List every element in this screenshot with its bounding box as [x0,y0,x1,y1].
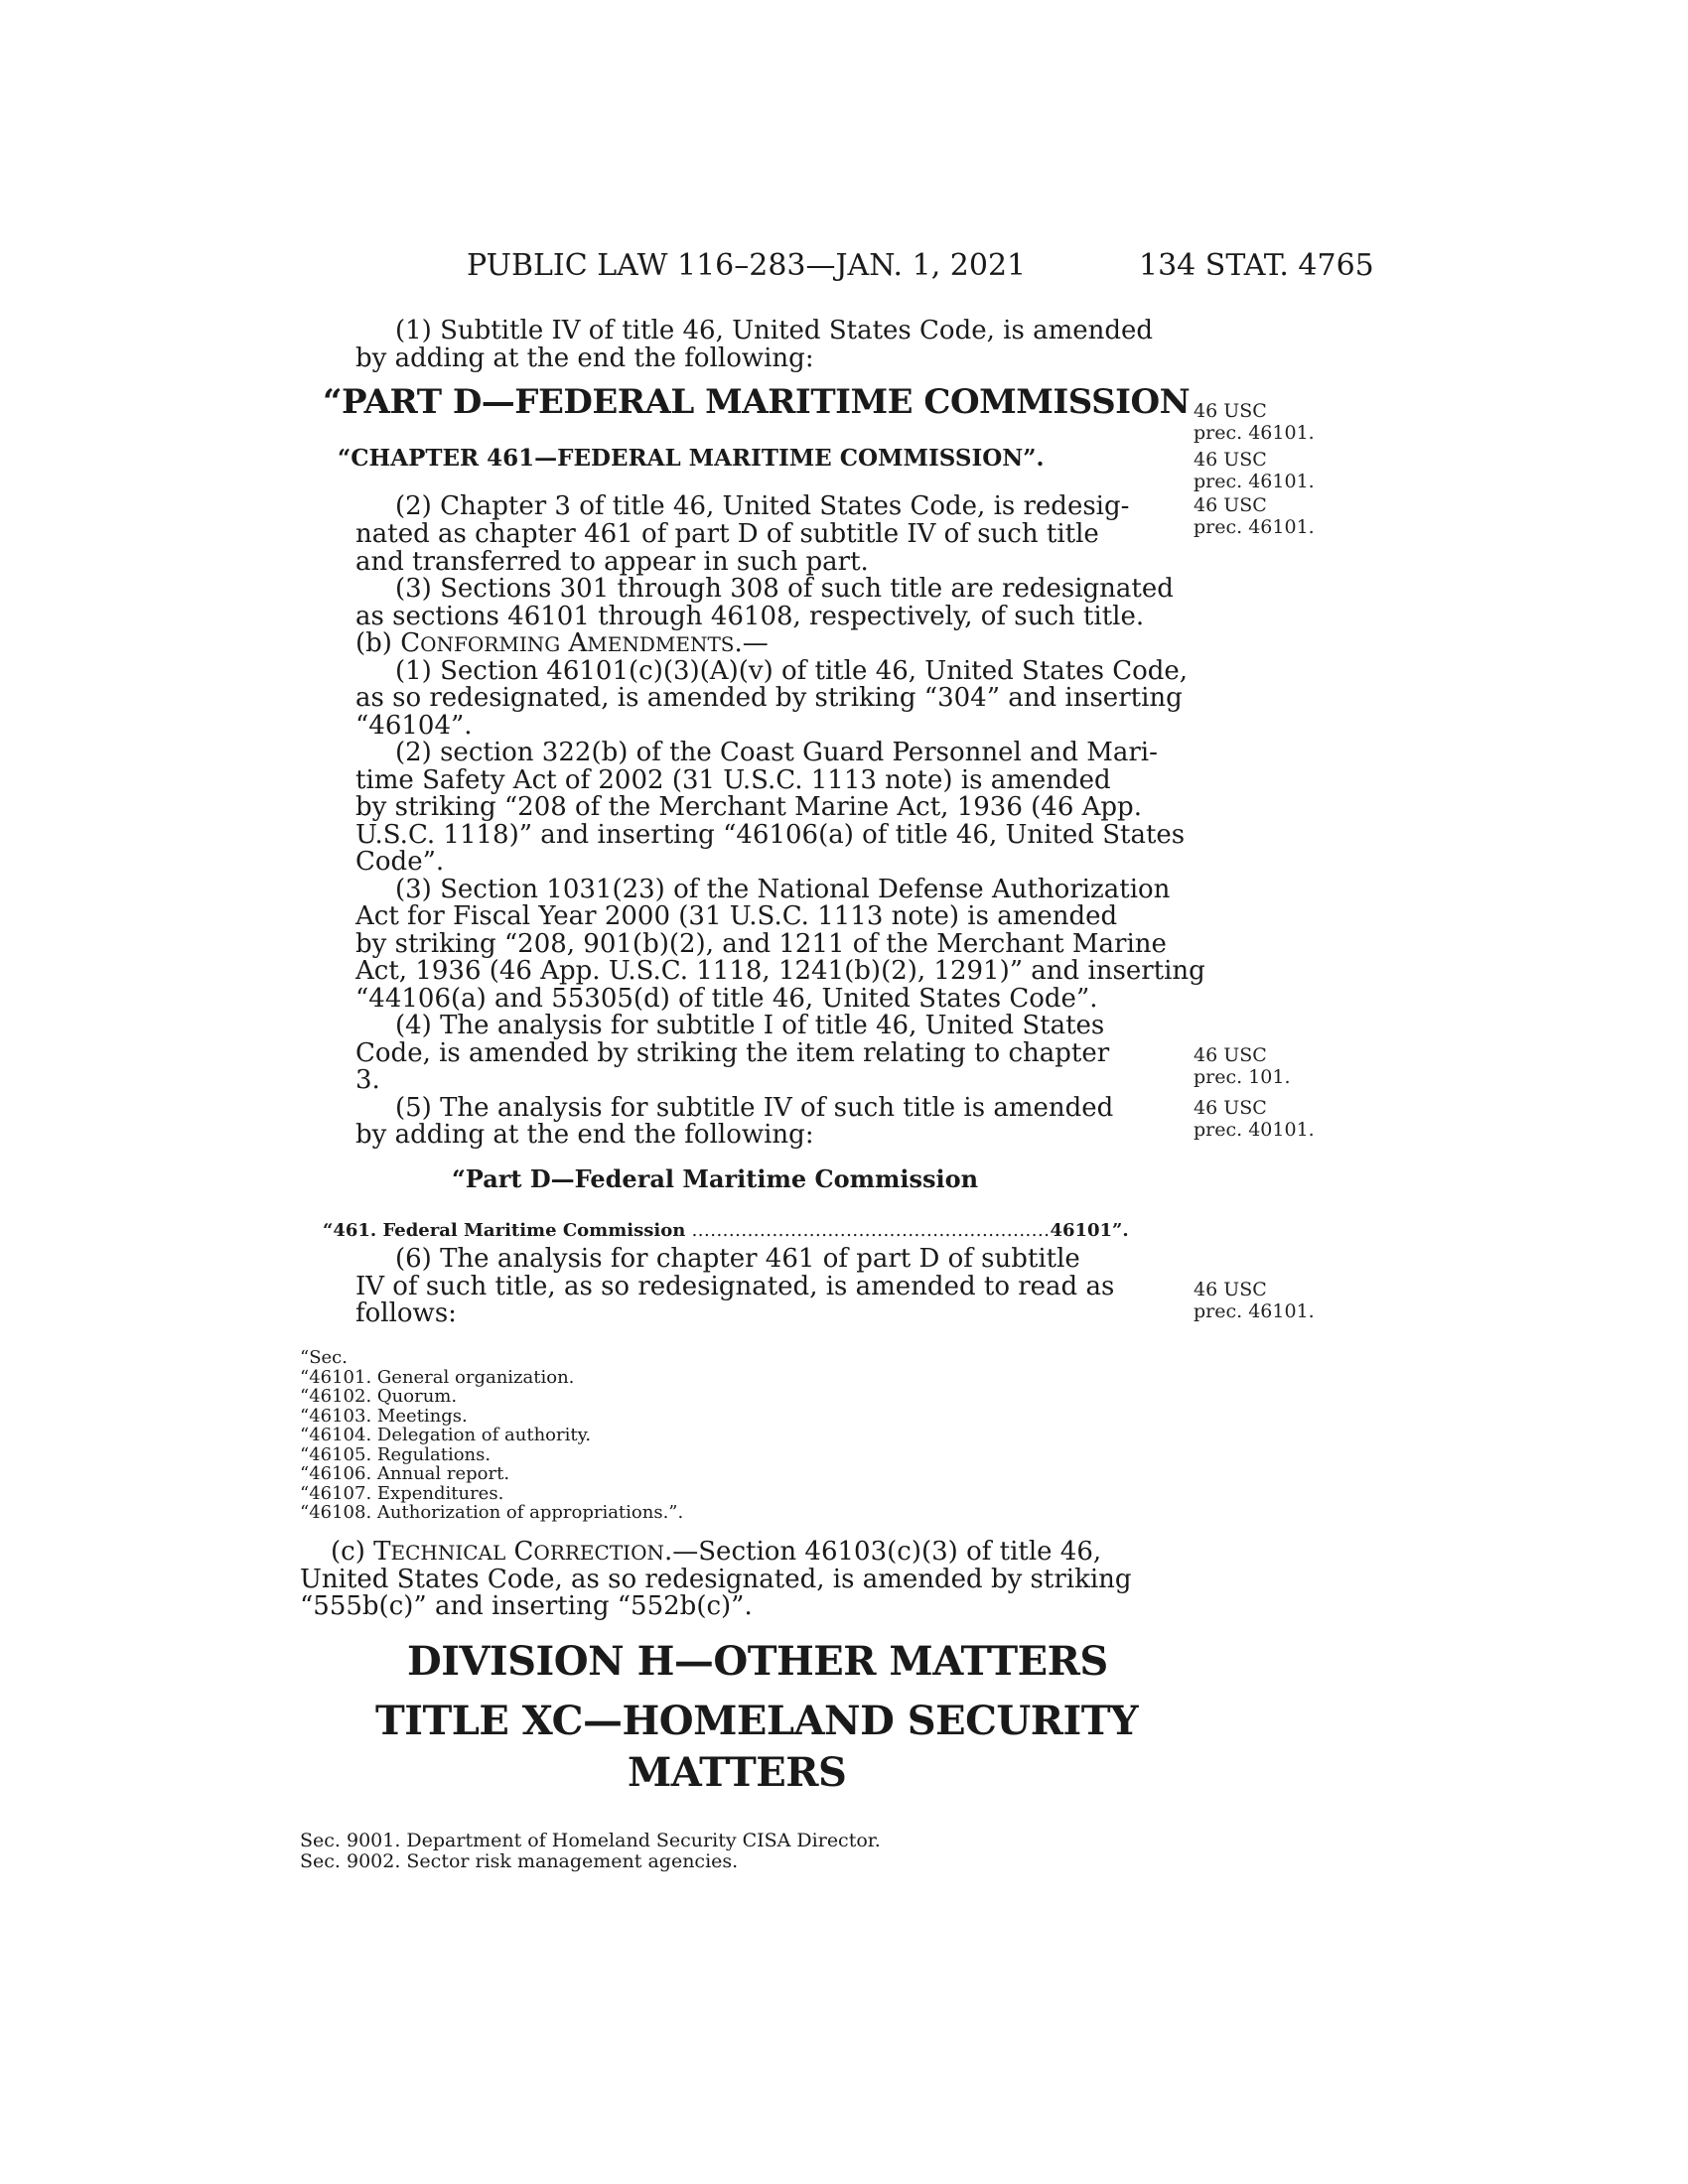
amend4-line3: 3. [355,1065,380,1095]
amend3-line1: (3) Section 1031(23) of the National Defense Authorization [395,875,1171,904]
para2-line1: (2) Chapter 3 of title 46, United States Code, is redesig- [395,491,1130,521]
technical-correction-line3: “555b(c)” and inserting “552b(c)”. [300,1591,753,1621]
title-heading-line2: MATTERS [628,1749,847,1796]
margin-note: 46 USC prec. 46101. [1194,449,1315,492]
margin-note: 46 USC prec. 46101. [1194,400,1315,444]
section-list-item: “46105. Regulations. [300,1443,492,1465]
title-heading-line1: TITLE XC—HOMELAND SECURITY [375,1698,1139,1744]
para1-line1: (1) Subtitle IV of title 46, United States Code, is amended [395,316,1154,345]
amend2-line3: by striking “208 of the Merchant Marine Act, 1936 (46 App. [355,792,1142,822]
amend4-line1: (4) The analysis for subtitle I of title 46, United States [395,1011,1105,1040]
amend1-line2: as so redesignated, is amended by striking “304” and inserting [355,683,1183,713]
amend2-line2: time Safety Act of 2002 (31 U.S.C. 1113 note) is amended [355,765,1111,795]
para2-line3: and transferred to appear in such part. [355,547,869,577]
amend6-line1: (6) The analysis for chapter 461 of part D of subtitle [395,1244,1080,1274]
running-header-title: PUBLIC LAW 116–283—JAN. 1, 2021 [467,248,1027,283]
amend2-line1: (2) section 322(b) of the Coast Guard Personnel and Mari- [395,738,1158,767]
toc-item: Sec. 9002. Sector risk management agencies. [300,1850,739,1872]
section-list-item: “46102. Quorum. [300,1386,458,1407]
amend4-line2: Code, is amended by striking the item relating to chapter [355,1038,1110,1068]
para1-line2: by adding at the end the following: [355,343,814,373]
section-list-item: “46101. General organization. [300,1366,575,1388]
amend5-line1: (5) The analysis for subtitle IV of such title is amended [395,1093,1114,1123]
para3-line2: as sections 46101 through 46108, respectively, of such title. [355,602,1145,631]
technical-correction-line1: (c) TECHNICAL CORRECTION.—Section 46103(c)(3) of title 46, [331,1537,1102,1567]
amend5-line2: by adding at the end the following: [355,1120,814,1150]
para3-line1: (3) Sections 301 through 308 of such title are redesignated [395,574,1174,604]
amend3-line5: “44106(a) and 55305(d) of title 46, United States Code”. [355,984,1098,1014]
amend3-line3: by striking “208, 901(b)(2), and 1211 of the Merchant Marine [355,929,1167,959]
amend3-line2: Act for Fiscal Year 2000 (31 U.S.C. 1113 note) is amended [355,901,1118,931]
section-list-item: “46107. Expenditures. [300,1482,504,1504]
amend6-line3: follows: [355,1298,457,1328]
toc-item: Sec. 9001. Department of Homeland Security CISA Director. [300,1830,881,1851]
section-list-item: “46103. Meetings. [300,1405,468,1427]
division-heading: DIVISION H—OTHER MATTERS [407,1638,1108,1685]
part-heading: “PART D—FEDERAL MARITIME COMMISSION [323,382,1191,422]
amend2-line5: Code”. [355,847,445,877]
section-list-item: “46108. Authorization of appropriations.”. [300,1502,684,1523]
amend6-line2: IV of such title, as so redesignated, is amended to read as [355,1272,1115,1301]
amend1-line1: (1) Section 46101(c)(3)(A)(v) of title 46, United States Code, [395,656,1189,686]
para2-line2: nated as chapter 461 of part D of subtitle IV of such title [355,519,1099,549]
amend3-line4: Act, 1936 (46 App. U.S.C. 1118, 1241(b)(2), 1291)” and inserting [355,956,1205,986]
conforming-amendments-heading: (b) CONFORMING AMENDMENTS.— [355,628,769,658]
amend1-line3: “46104”. [355,711,473,741]
section-list [300,1348,683,1523]
margin-note: 46 USC prec. 40101. [1194,1097,1315,1141]
amend2-line4: U.S.C. 1118)” and inserting “46106(a) of title 46, United States [355,820,1186,850]
section-list-item: “46106. Annual report. [300,1463,510,1484]
margin-note: 46 USC prec. 46101. [1194,494,1315,538]
chapter-heading: “CHAPTER 461—FEDERAL MARITIME COMMISSION”. [338,445,1045,472]
analysis-entry: “461. Federal Maritime Commission ..........................................................46101”. [323,1220,1129,1241]
page-stat-number: 134 STAT. 4765 [1139,248,1374,283]
analysis-part-heading: “Part D—Federal Maritime Commission [452,1164,979,1193]
title-toc [300,1831,881,1872]
margin-note: 46 USC prec. 101. [1194,1044,1291,1088]
margin-note: 46 USC prec. 46101. [1194,1279,1315,1322]
section-list-item: “Sec. [300,1347,348,1368]
section-list-item: “46104. Delegation of authority. [300,1425,592,1445]
technical-correction-line2: United States Code, as so redesignated, is amended by striking [300,1565,1132,1594]
